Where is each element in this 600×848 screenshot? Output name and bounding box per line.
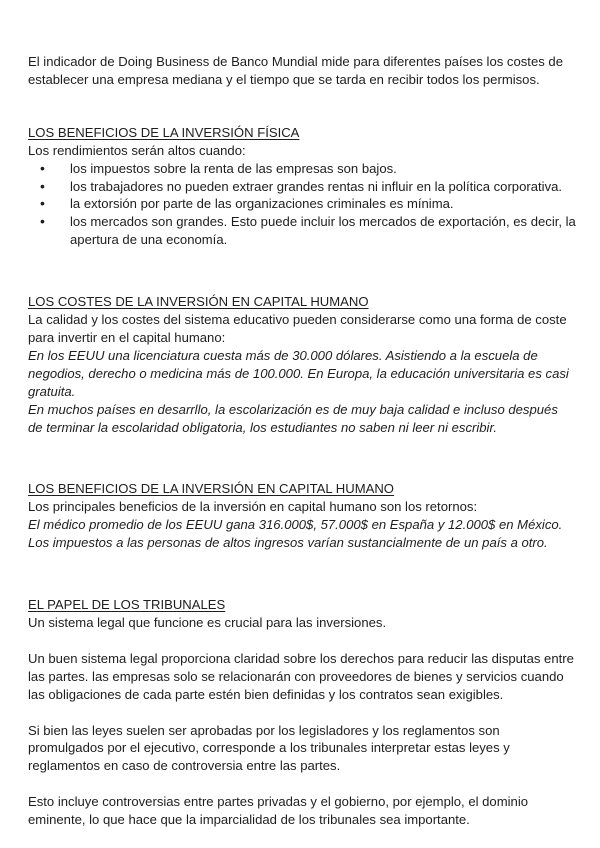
section-lead: Los rendimientos serán altos cuando: (28, 142, 246, 158)
example-paragraph: En muchos países en desarrllo, la escolarización es de muy baja calidad e incluso después de terminar la escolaridad obligatoria, los estudiantes no saben ni leer ni escribir. (28, 401, 558, 435)
section-human-capital-benefits (28, 480, 576, 552)
example-paragraph: Los impuestos a las personas de altos ingresos varían sustancialmente de un país a otro. (28, 535, 548, 551)
section-heading: LOS COSTES DE LA INVERSIÓN EN CAPITAL HUMANO (28, 294, 369, 310)
example-paragraph: El médico promedio de los EEUU gana 316.000$, 57.000$ en España y 12.000$ en México. (28, 517, 563, 533)
section-lead: Los principales beneficios de la inversión en capital humano son los retornos: (28, 499, 478, 515)
body-paragraph: Un buen sistema legal proporciona claridad sobre los derechos para reducir las disputas entre las partes. las empresas solo se relacionarán con proveedores de bienes y servicios cuando las obligaciones de cada parte estén bien definidas y los contratos sean exigibles. (28, 650, 574, 702)
section-heading: LOS BENEFICIOS DE LA INVERSIÓN FÍSICA (28, 124, 300, 140)
section-role-of-courts (28, 596, 576, 829)
list-item: • los trabajadores no pueden extraer grandes rentas ni influir en la política corporativa. (28, 178, 576, 196)
list-item: • los mercados son grandes. Esto puede incluir los mercados de exportación, es decir, la apertura de una economía. (28, 213, 576, 249)
section-physical-investment-benefits (28, 124, 576, 249)
body-paragraph: Esto incluye controversias entre partes privadas y el gobierno, por ejemplo, el dominio eminente, lo que hace que la imparcialidad de los tribunales sea importante. (28, 794, 529, 828)
section-human-capital-costs (28, 293, 576, 436)
bullet-list (28, 160, 576, 250)
example-paragraph: En los EEUU una licenciatura cuesta más de 30.000 dólares. Asistiendo a la escuela de negodios, derecho o medicina más de 100.000. En Europa, la educación universitaria es casi gratuita. (28, 347, 569, 399)
body-paragraph: Si bien las leyes suelen ser aprobadas por los legisladores y los reglamentos son promulgados por el ejecutivo, corresponde a los tribunales interpretar estas leyes y reglamentos en caso de controversia entre las partes. (28, 722, 510, 774)
intro-paragraph: El indicador de Doing Business de Banco Mundial mide para diferentes países los costes de establecer una empresa mediana y el tiempo que se tarda en recibir todos los permisos. (28, 54, 563, 87)
section-heading: EL PAPEL DE LOS TRIBUNALES (28, 597, 226, 613)
list-item: • los impuestos sobre la renta de las empresas son bajos. (28, 160, 576, 178)
list-item: • la extorsión por parte de las organizaciones criminales es mínima. (28, 195, 576, 213)
document-page (28, 53, 576, 829)
section-heading: LOS BENEFICIOS DE LA INVERSIÓN EN CAPITAL HUMANO (28, 481, 394, 497)
body-paragraph: Un sistema legal que funcione es crucial para las inversiones. (28, 614, 387, 630)
section-lead: La calidad y los costes del sistema educativo pueden considerarse como una forma de coste para invertir en el capital humano: (28, 312, 567, 345)
